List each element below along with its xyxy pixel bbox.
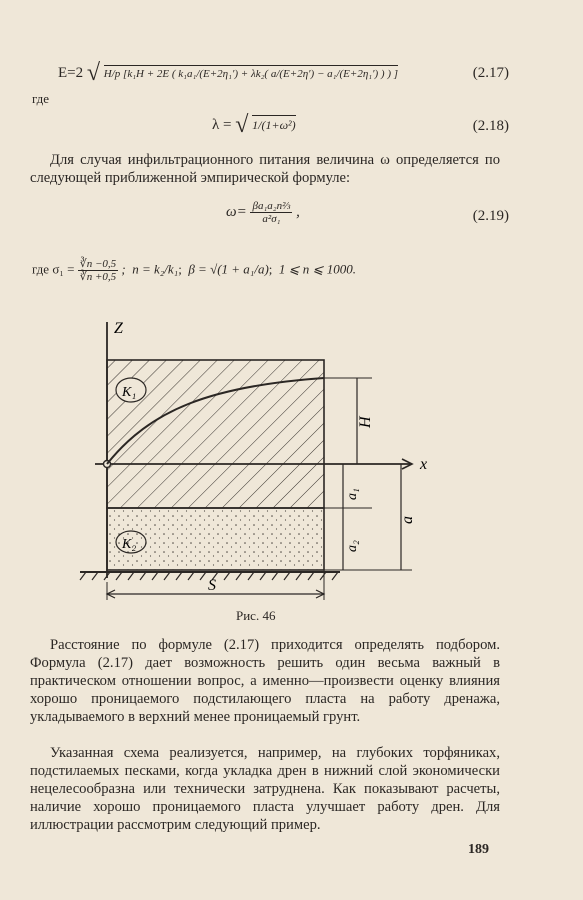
radical-sign-icon: √ (86, 60, 101, 86)
eq218-number: (2.18) (472, 118, 509, 134)
eq219-tail: , (296, 203, 300, 220)
k2-label: K₂ (122, 537, 137, 552)
eq217-lhs: E=2 (58, 64, 84, 81)
lower-layer-k2 (107, 508, 324, 570)
n-range: 1 ⩽ n ⩽ 1000. (278, 261, 356, 277)
eq217-inner: H/p [k₁H + 2E ( k₁a₁/(E+2η₁′) + λk₂( a/(E+2η′) − a₁/(E+2η₁′) ) ) ] (104, 65, 398, 80)
eq218-inner: 1/(1+ω²) (252, 115, 296, 132)
k1-label: K₁ (122, 385, 137, 400)
page-number: 189 (468, 842, 489, 857)
eq219-number: (2.19) (472, 208, 509, 224)
eq219-numerator: βa₁a₂n⅔ (252, 200, 291, 212)
eq219-lhs: ω= (226, 203, 247, 220)
paragraph-scheme: Указанная схема реализуется, например, на глубоких торфяниках, подстилаемых песками, когда укладка дрен в нижний слой экономически нецелесообразна или технически затруднена. Как показывают расчеты, наличие хорошо проницаемого пласта улучшает работу дрен. Для иллюстрации рассмотрим следующий пример. (30, 745, 500, 833)
beta-expression: β = √(1 + a₁/a) (188, 261, 269, 277)
figure-caption: Рис. 46 (236, 608, 276, 623)
eq219-denominator: a²σ₁ (262, 213, 281, 225)
h-label: H (357, 416, 374, 428)
x-label: x (420, 456, 428, 473)
a-label: a (399, 516, 416, 524)
n-expression: n = k₂/k₁ (132, 261, 179, 277)
sigma-numerator: ∛n −0,5 (79, 258, 117, 270)
z-label: Z (114, 320, 123, 337)
s-label: S (208, 577, 216, 594)
paragraph-distance: Расстояние по формуле (2.17) приходится определять подбором. Формула (2.17) дает возможность решить один весьма важный в практическом отношении вопрос, а именно—произвести оценку влияния хорошо проницаемого подстилающего пласта на работу дренажа, укладываемого в верхний менее проницаемый грунт. (30, 637, 500, 725)
sigma-prefix: где σ₁ = (32, 261, 75, 277)
a1-label: a₁ (345, 488, 360, 500)
paragraph-infiltration: Для случая инфильтрационного питания величина ω определяется по следующей приближенной эмпирической формуле: (30, 152, 500, 186)
a2-label: a₂ (345, 540, 360, 552)
equation-where-sigma: где σ₁ = $\frac{∛n -0,5}{∛n +0,5}$ ; n = k₂/k₁; β = √(1 + a₁/a); 1 ⩽ n ⩽ 1000. (32, 258, 356, 283)
eq218-lhs: λ = (212, 116, 232, 133)
eq217-number: (2.17) (472, 65, 509, 81)
sigma-denominator: ∛n +0,5 (79, 271, 117, 283)
radical-sign-icon: √ (235, 112, 249, 138)
where-label: где (32, 91, 50, 106)
